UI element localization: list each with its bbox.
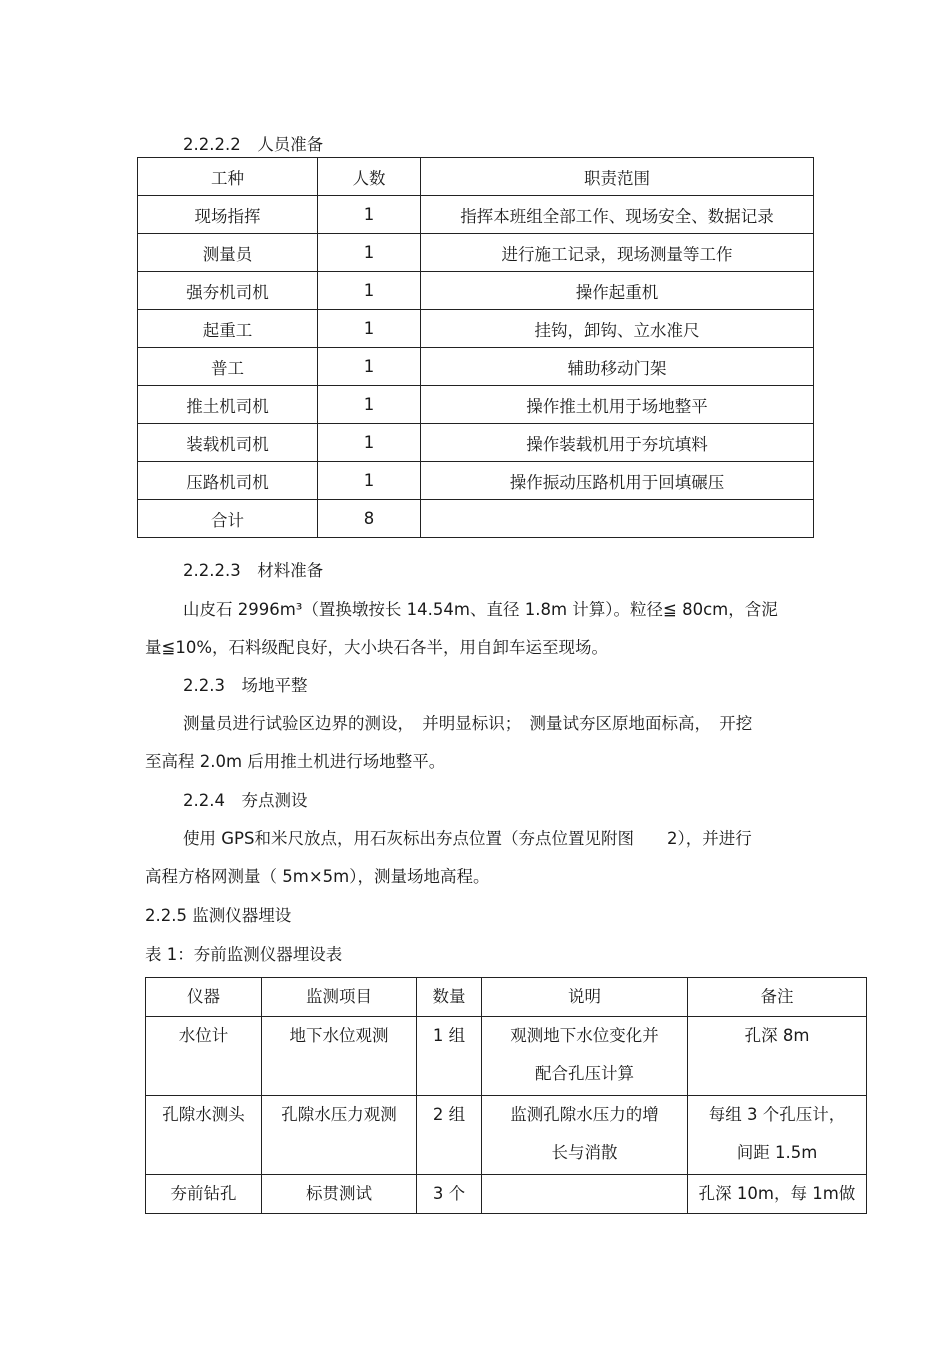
table-cell: 8 — [318, 500, 421, 538]
table-row — [146, 1096, 867, 1175]
survey-paragraph-line-2: 高程方格网测量（ 5m×5m），测量场地高程。 — [145, 867, 490, 886]
section-heading-224: 2.2.4 夯点测设 — [183, 791, 308, 810]
table-cell: 孔隙水测头 — [146, 1096, 262, 1175]
cell-line: 间距 1.5m — [736, 1143, 818, 1162]
table-cell: 合计 — [138, 500, 318, 538]
table-row — [138, 310, 814, 348]
table-cell: 标贯测试 — [262, 1175, 417, 1214]
section-heading-225: 2.2.5 监测仪器埋设 — [145, 906, 292, 925]
leveling-paragraph-line-1: 测量员进行试验区边界的测设， 并明显标识； 测量试夯区原地面标高， 开挖 — [183, 714, 753, 733]
table-header-row — [146, 978, 867, 1017]
table-cell: 挂钩，卸钩、立水准尺 — [421, 310, 814, 348]
table-cell: 1 — [318, 462, 421, 500]
table-cell: 1 — [318, 348, 421, 386]
table-cell: 起重工 — [138, 310, 318, 348]
table-cell: 现场指挥 — [138, 196, 318, 234]
table-cell — [688, 1017, 867, 1096]
cell-line: 每组 3 个孔压计， — [708, 1105, 846, 1124]
table-cell: 操作振动压路机用于回填碾压 — [421, 462, 814, 500]
table-cell: 孔隙水压力观测 — [262, 1096, 417, 1175]
instrument-table — [145, 977, 867, 1214]
table-row — [138, 348, 814, 386]
table-row — [138, 386, 814, 424]
cell-line: 孔深 10m，每 1m做 — [698, 1184, 856, 1203]
column-header: 仪器 — [146, 978, 262, 1017]
table-cell: 1 — [318, 310, 421, 348]
column-header: 监测项目 — [262, 978, 417, 1017]
cell-line: 监测孔隙水压力的增 — [510, 1105, 659, 1124]
table-cell — [688, 1096, 867, 1175]
table-cell: 1 — [318, 234, 421, 272]
table-cell: 夯前钻孔 — [146, 1175, 262, 1214]
table-row — [138, 234, 814, 272]
table-cell: 操作推土机用于场地整平 — [421, 386, 814, 424]
table-cell — [421, 500, 814, 538]
table-cell: 指挥本班组全部工作、现场安全、数据记录 — [421, 196, 814, 234]
column-header: 数量 — [417, 978, 482, 1017]
table-cell: 1 — [318, 196, 421, 234]
column-header: 备注 — [688, 978, 867, 1017]
table-row — [138, 272, 814, 310]
table-cell: 1 组 — [417, 1017, 482, 1096]
table-cell: 推土机司机 — [138, 386, 318, 424]
material-paragraph-line-1: 山皮石 2996m³（置换墩按长 14.54m、直径 1.8m 计算）。粒径≦ 80cm，含泥 — [183, 600, 778, 619]
cell-line: 配合孔压计算 — [535, 1064, 634, 1083]
table-cell — [688, 1175, 867, 1214]
section-heading-2223: 2.2.2.3 材料准备 — [183, 561, 324, 580]
leveling-paragraph-line-2: 至高程 2.0m 后用推土机进行场地整平。 — [145, 752, 446, 771]
table-cell: 装载机司机 — [138, 424, 318, 462]
table-cell: 地下水位观测 — [262, 1017, 417, 1096]
table-header-row — [138, 158, 814, 196]
column-header: 人数 — [318, 158, 421, 196]
table-row — [146, 1175, 867, 1214]
table-cell: 压路机司机 — [138, 462, 318, 500]
column-header: 工种 — [138, 158, 318, 196]
table-row — [138, 196, 814, 234]
table-row — [138, 500, 814, 538]
table-cell: 1 — [318, 386, 421, 424]
survey-paragraph-line-1: 使用 GPS和米尺放点，用石灰标出夯点位置（夯点位置见附图 2），并进行 — [183, 829, 752, 848]
section-heading-2222: 2.2.2.2 人员准备 — [183, 135, 324, 154]
table-row — [138, 424, 814, 462]
table-cell: 普工 — [138, 348, 318, 386]
table-row — [146, 1017, 867, 1096]
table-cell — [482, 1175, 688, 1214]
table-row — [138, 462, 814, 500]
material-paragraph-line-2: 量≦10%，石料级配良好，大小块石各半，用自卸车运至现场。 — [145, 638, 608, 657]
table-cell: 辅助移动门架 — [421, 348, 814, 386]
table-cell: 测量员 — [138, 234, 318, 272]
cell-line: 观测地下水位变化并 — [510, 1026, 659, 1045]
table-cell: 2 组 — [417, 1096, 482, 1175]
table-cell — [482, 1096, 688, 1175]
section-heading-223: 2.2.3 场地平整 — [183, 676, 308, 695]
table-cell: 1 — [318, 272, 421, 310]
column-header: 职责范围 — [421, 158, 814, 196]
cell-line: 孔深 8m — [744, 1026, 810, 1045]
table-cell: 强夯机司机 — [138, 272, 318, 310]
column-header: 说明 — [482, 978, 688, 1017]
cell-line: 长与消散 — [551, 1143, 618, 1162]
table-cell: 操作装载机用于夯坑填料 — [421, 424, 814, 462]
table-caption: 表 1：夯前监测仪器埋设表 — [145, 945, 343, 964]
personnel-table — [137, 157, 814, 538]
table-cell: 进行施工记录，现场测量等工作 — [421, 234, 814, 272]
table-cell — [482, 1017, 688, 1096]
table-cell: 水位计 — [146, 1017, 262, 1096]
table-cell: 操作起重机 — [421, 272, 814, 310]
table-cell: 3 个 — [417, 1175, 482, 1214]
table-cell: 1 — [318, 424, 421, 462]
